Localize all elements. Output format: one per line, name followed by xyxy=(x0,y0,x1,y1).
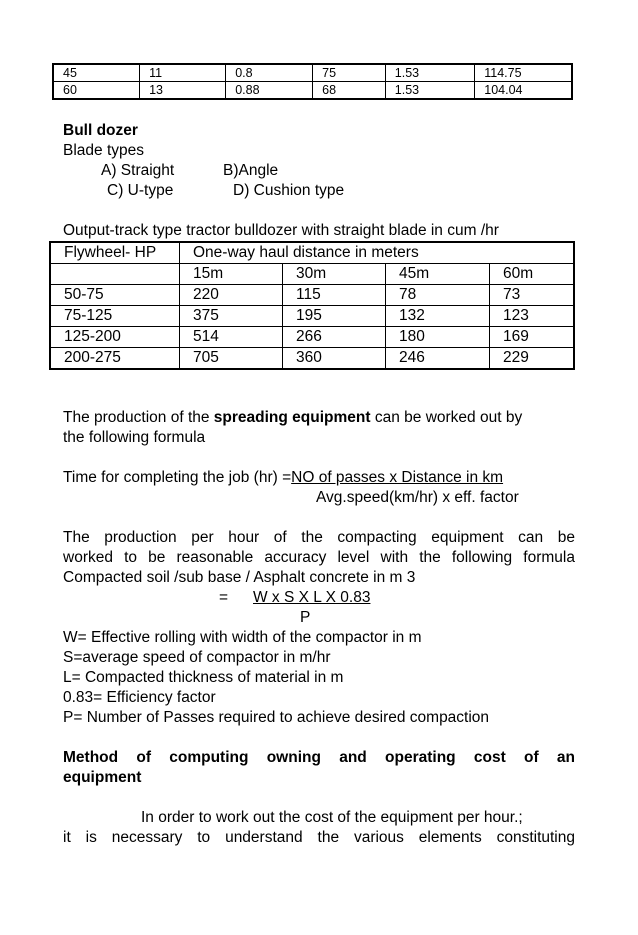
output-value-cell: 195 xyxy=(283,306,386,327)
output-table-caption: Output-track type tractor bulldozer with straight blade in cum /hr xyxy=(63,222,499,239)
output-value-cell: 246 xyxy=(386,348,490,370)
compacting-equals: = xyxy=(219,589,229,606)
spreading-line-1: The production of the spreading equipment can be worked out by xyxy=(63,409,523,426)
owning-cost-heading-line-1: Method of computing owning and operating cost of an xyxy=(63,749,575,766)
output-value-cell: 229 xyxy=(490,348,575,370)
owning-cost-para-line-2: it is necessary to understand the various elements constituting xyxy=(63,829,575,846)
header-flywheel-hp: Flywheel- HP xyxy=(50,242,180,264)
bulldozer-heading: Bull dozer xyxy=(63,122,138,139)
distance-30m: 30m xyxy=(283,264,386,285)
table-cell: 60 xyxy=(53,82,140,100)
table-cell: 13 xyxy=(140,82,226,100)
output-value-cell: 266 xyxy=(283,327,386,348)
output-value-cell: 115 xyxy=(283,285,386,306)
output-value-cell: 132 xyxy=(386,306,490,327)
bulldozer-output-table xyxy=(49,241,575,370)
blade-type-d: D) Cushion type xyxy=(233,182,345,199)
time-formula: Time for completing the job (hr) =NO of passes x Distance in km xyxy=(63,469,504,486)
blade-types-label: Blade types xyxy=(63,142,144,159)
table-row xyxy=(53,82,572,100)
def-s: S=average speed of compactor in m/hr xyxy=(63,649,331,666)
owning-cost-para-line-1: In order to work out the cost of the equipment per hour.; xyxy=(141,809,523,826)
distance-header-row xyxy=(50,264,574,285)
output-value-cell: 78 xyxy=(386,285,490,306)
output-value-cell: 514 xyxy=(180,327,283,348)
table-cell: 0.88 xyxy=(226,82,313,100)
flywheel-hp-cell: 125-200 xyxy=(50,327,180,348)
table-cell: 104.04 xyxy=(475,82,572,100)
table-row xyxy=(50,327,574,348)
table-cell: 45 xyxy=(53,64,140,82)
flywheel-hp-cell: 200-275 xyxy=(50,348,180,370)
empty-cell xyxy=(50,264,180,285)
distance-60m: 60m xyxy=(490,264,575,285)
spreading-line-2: the following formula xyxy=(63,429,206,446)
flywheel-hp-cell: 75-125 xyxy=(50,306,180,327)
blade-type-a: A) Straight xyxy=(101,162,175,179)
table-cell: 75 xyxy=(313,64,386,82)
table-row xyxy=(50,348,574,370)
compacting-para-line-1: The production per hour of the compacting equipment can be xyxy=(63,529,575,546)
output-value-cell: 169 xyxy=(490,327,575,348)
compacting-para-line-2: worked to be reasonable accuracy level with the following formula xyxy=(63,549,575,566)
owning-cost-heading-line-2: equipment xyxy=(63,769,142,786)
compacting-formula-denominator: P xyxy=(300,609,311,626)
time-formula-numerator: NO of passes x Distance in km xyxy=(291,469,504,486)
def-w: W= Effective rolling with width of the compactor in m xyxy=(63,629,422,646)
blade-type-b: B)Angle xyxy=(223,162,279,179)
distance-45m: 45m xyxy=(386,264,490,285)
time-formula-denominator: Avg.speed(km/hr) x eff. factor xyxy=(316,489,519,506)
table-cell: 0.8 xyxy=(226,64,313,82)
table-cell: 68 xyxy=(313,82,386,100)
output-value-cell: 220 xyxy=(180,285,283,306)
output-value-cell: 375 xyxy=(180,306,283,327)
def-efficiency: 0.83= Efficiency factor xyxy=(63,689,216,706)
table-cell: 1.53 xyxy=(385,64,474,82)
table-row xyxy=(50,306,574,327)
output-value-cell: 73 xyxy=(490,285,575,306)
table-cell: 114.75 xyxy=(475,64,572,82)
compacting-line-3: Compacted soil /sub base / Asphalt concrete in m 3 xyxy=(63,569,416,586)
output-value-cell: 180 xyxy=(386,327,490,348)
table-header-row xyxy=(50,242,574,264)
top-data-table xyxy=(52,63,573,100)
output-value-cell: 360 xyxy=(283,348,386,370)
header-haul-distance: One-way haul distance in meters xyxy=(180,242,575,264)
def-p: P= Number of Passes required to achieve desired compaction xyxy=(63,709,490,726)
output-value-cell: 123 xyxy=(490,306,575,327)
table-cell: 1.53 xyxy=(385,82,474,100)
table-cell: 11 xyxy=(140,64,226,82)
compacting-formula-numerator: W x S X L X 0.83 xyxy=(253,589,371,606)
output-value-cell: 705 xyxy=(180,348,283,370)
distance-15m: 15m xyxy=(180,264,283,285)
table-row xyxy=(50,285,574,306)
def-l: L= Compacted thickness of material in m xyxy=(63,669,344,686)
blade-type-c: C) U-type xyxy=(107,182,174,199)
table-row xyxy=(53,64,572,82)
flywheel-hp-cell: 50-75 xyxy=(50,285,180,306)
